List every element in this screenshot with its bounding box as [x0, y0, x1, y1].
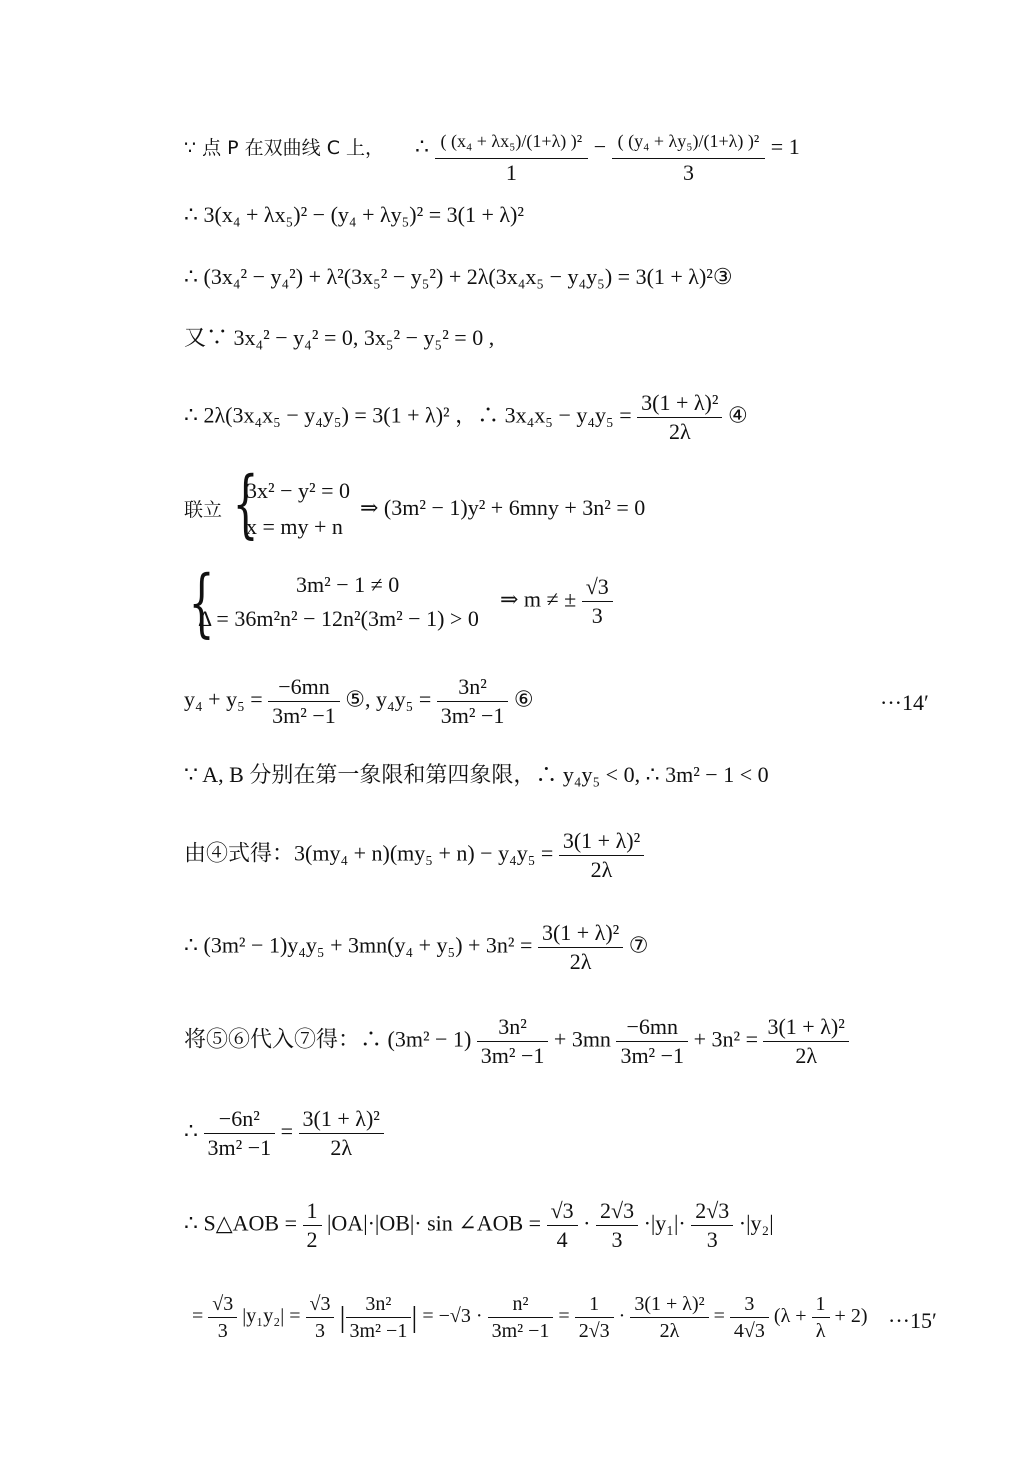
- fraction: $\frac{√3}{4}$: [547, 1200, 578, 1251]
- system-result: ⇒ m ≠ ± $\frac{√3}{3}$: [500, 576, 613, 627]
- fraction: $\frac{-6mn}{\text{3m² −1}}$: [268, 676, 340, 727]
- fraction: $\frac{\text{( (y₄ + λy₅)/(1+λ) )²}}{3}$: [612, 118, 766, 184]
- system-result: ⇒ (3m² − 1)y² + 6mny + 3n² = 0: [360, 495, 646, 520]
- fraction: $\frac{√3}{3}$: [582, 576, 613, 627]
- text: ∵ 点 P 在双曲线 C 上，: [184, 137, 385, 159]
- fraction: $\frac{\text{3(1 + λ)²}}{2\lambda}$: [763, 1016, 848, 1067]
- line-6: [184, 480, 223, 521]
- fraction: $\frac{1}{2}$: [303, 1200, 322, 1251]
- fraction: $\frac{√3}{3}$: [306, 1294, 335, 1341]
- tag: ④: [727, 402, 748, 428]
- line-1: [184, 118, 800, 184]
- fraction: $\frac{2√3}{3}$: [596, 1200, 638, 1251]
- fraction: $\frac{\text{3(1 + λ)²}}{2\lambda}$: [637, 392, 722, 443]
- score-mark: ···14′: [880, 690, 929, 715]
- fraction: $\frac{\text{3(1 + λ)²}}{2\lambda}$: [299, 1108, 384, 1159]
- line-4: 又∵ 3x₄² − y₄² = 0, 3x₅² − y₅² = 0 ,: [184, 325, 495, 350]
- system-line-1: 3m² − 1 ≠ 0: [296, 572, 400, 597]
- fraction: $\frac{\text{3(1 + λ)²}}{2\lambda}$: [538, 922, 623, 973]
- line-10: 由④式得：3(my₄ + n)(my₅ + n) − y₄y₅ = $\frac{\text{3(1 + λ)²}}{2\lambda}$: [184, 830, 644, 881]
- fraction: $\frac{-6mn}{\text{3m² −1}}$: [616, 1016, 688, 1067]
- fraction: $\frac{\text{3n²}}{\text{3m² −1}}$: [346, 1294, 412, 1341]
- fraction: $\frac{\text{( (x₄ + λx₅)/(1+λ) )²}}{1}$: [435, 118, 589, 184]
- fraction: $\frac{1}{2√3}$: [575, 1294, 614, 1341]
- fraction: $\frac{\text{3(1 + λ)²}}{2\lambda}$: [559, 830, 644, 881]
- equation-rhs: = 1: [770, 134, 800, 159]
- brace: {: [232, 461, 259, 547]
- system-line-1: 3x² − y² = 0: [246, 478, 351, 503]
- line-15: = $\frac{√3}{3}$ |y₁y₂| = $\frac{√3}{3}$ | $\frac{\text{3n²}}{\text{3m² −1}}$ | = −√3 · $\frac{\text{n²}}{\text{3m² −1}}$ = $\frac{1}{2√3}$ · $\frac{\text{3(1 + λ)²}}{2\lambda}$ = $\frac{3}{4√3}$ (λ + $\frac{1}{\lambda}$ + 2): [192, 1293, 868, 1342]
- line-11: ∴ (3m² − 1)y₄y₅ + 3mn(y₄ + y₅) + 3n² = $\frac{\text{3(1 + λ)²}}{2\lambda}$ ⑦: [184, 920, 649, 974]
- score-mark: ···15′: [888, 1308, 937, 1333]
- fraction: $\frac{1}{\lambda}$: [812, 1294, 830, 1341]
- line-9: ∵ A, B 分别在第一象限和第四象限，∴ y₄y₅ < 0, ∴ 3m² − 1 < 0: [184, 762, 769, 787]
- minus: −: [593, 134, 607, 159]
- text: ∴ 2λ(3x₄x₅ − y₄y₅) = 3(1 + λ)² ，∴ 3x₄x₅ − y₄y₅ =: [184, 402, 632, 428]
- fraction: $\frac{\text{3n²}}{\text{3m² −1}}$: [437, 676, 509, 727]
- fraction: $\frac{\text{3n²}}{\text{3m² −1}}$: [477, 1016, 549, 1067]
- line-8: y₄ + y₅ = $\frac{-6mn}{\text{3m² −1}}$ ⑤, y₄y₅ = $\frac{\text{3n²}}{\text{3m² −1}}$ ⑥: [184, 674, 534, 728]
- fraction: $\frac{2√3}{3}$: [691, 1200, 733, 1251]
- fraction: $\frac{√3}{3}$: [208, 1294, 237, 1341]
- system-line-2: Δ = 36m²n² − 12n²(3m² − 1) > 0: [198, 606, 479, 631]
- brace: {: [188, 560, 215, 646]
- fraction: $\frac{\text{−6n²}}{\text{3m² −1}}$: [204, 1108, 276, 1159]
- line-2: ∴ 3(x₄ + λx₅)² − (y₄ + λy₅)² = 3(1 + λ)²: [184, 202, 524, 227]
- system-line-2: x = my + n: [246, 514, 343, 539]
- fraction: $\frac{\text{n²}}{\text{3m² −1}}$: [488, 1294, 554, 1341]
- line-14: ∴ S△AOB = $\frac{1}{2}$ |OA|·|OB|· sin ∠AOB = $\frac{√3}{4}$ · $\frac{2√3}{3}$ ·|y₁|· $\frac{2√3}{3}$ ·|y₂|: [184, 1198, 774, 1252]
- fraction: $\frac{\text{3(1 + λ)²}}{2\lambda}$: [630, 1294, 708, 1341]
- label: 联立: [184, 499, 223, 521]
- line-13: ∴ $\frac{\text{−6n²}}{\text{3m² −1}}$ = $\frac{\text{3(1 + λ)²}}{2\lambda}$: [184, 1108, 384, 1159]
- line-5: [184, 392, 748, 443]
- line-3: ∴ (3x₄² − y₄²) + λ²(3x₅² − y₅²) + 2λ(3x₄x₅ − y₄y₅) = 3(1 + λ)²③: [184, 264, 733, 289]
- therefore-symbol: ∴: [415, 134, 430, 159]
- line-12: 将⑤⑥代入⑦得：∴ (3m² − 1) $\frac{\text{3n²}}{\text{3m² −1}}$ + 3mn $\frac{-6mn}{\text{3m² −1}}$ + 3n² = $\frac{\text{3(1 + λ)²}}{2\lambda}$: [184, 1016, 849, 1067]
- fraction: $\frac{3}{4√3}$: [730, 1294, 769, 1341]
